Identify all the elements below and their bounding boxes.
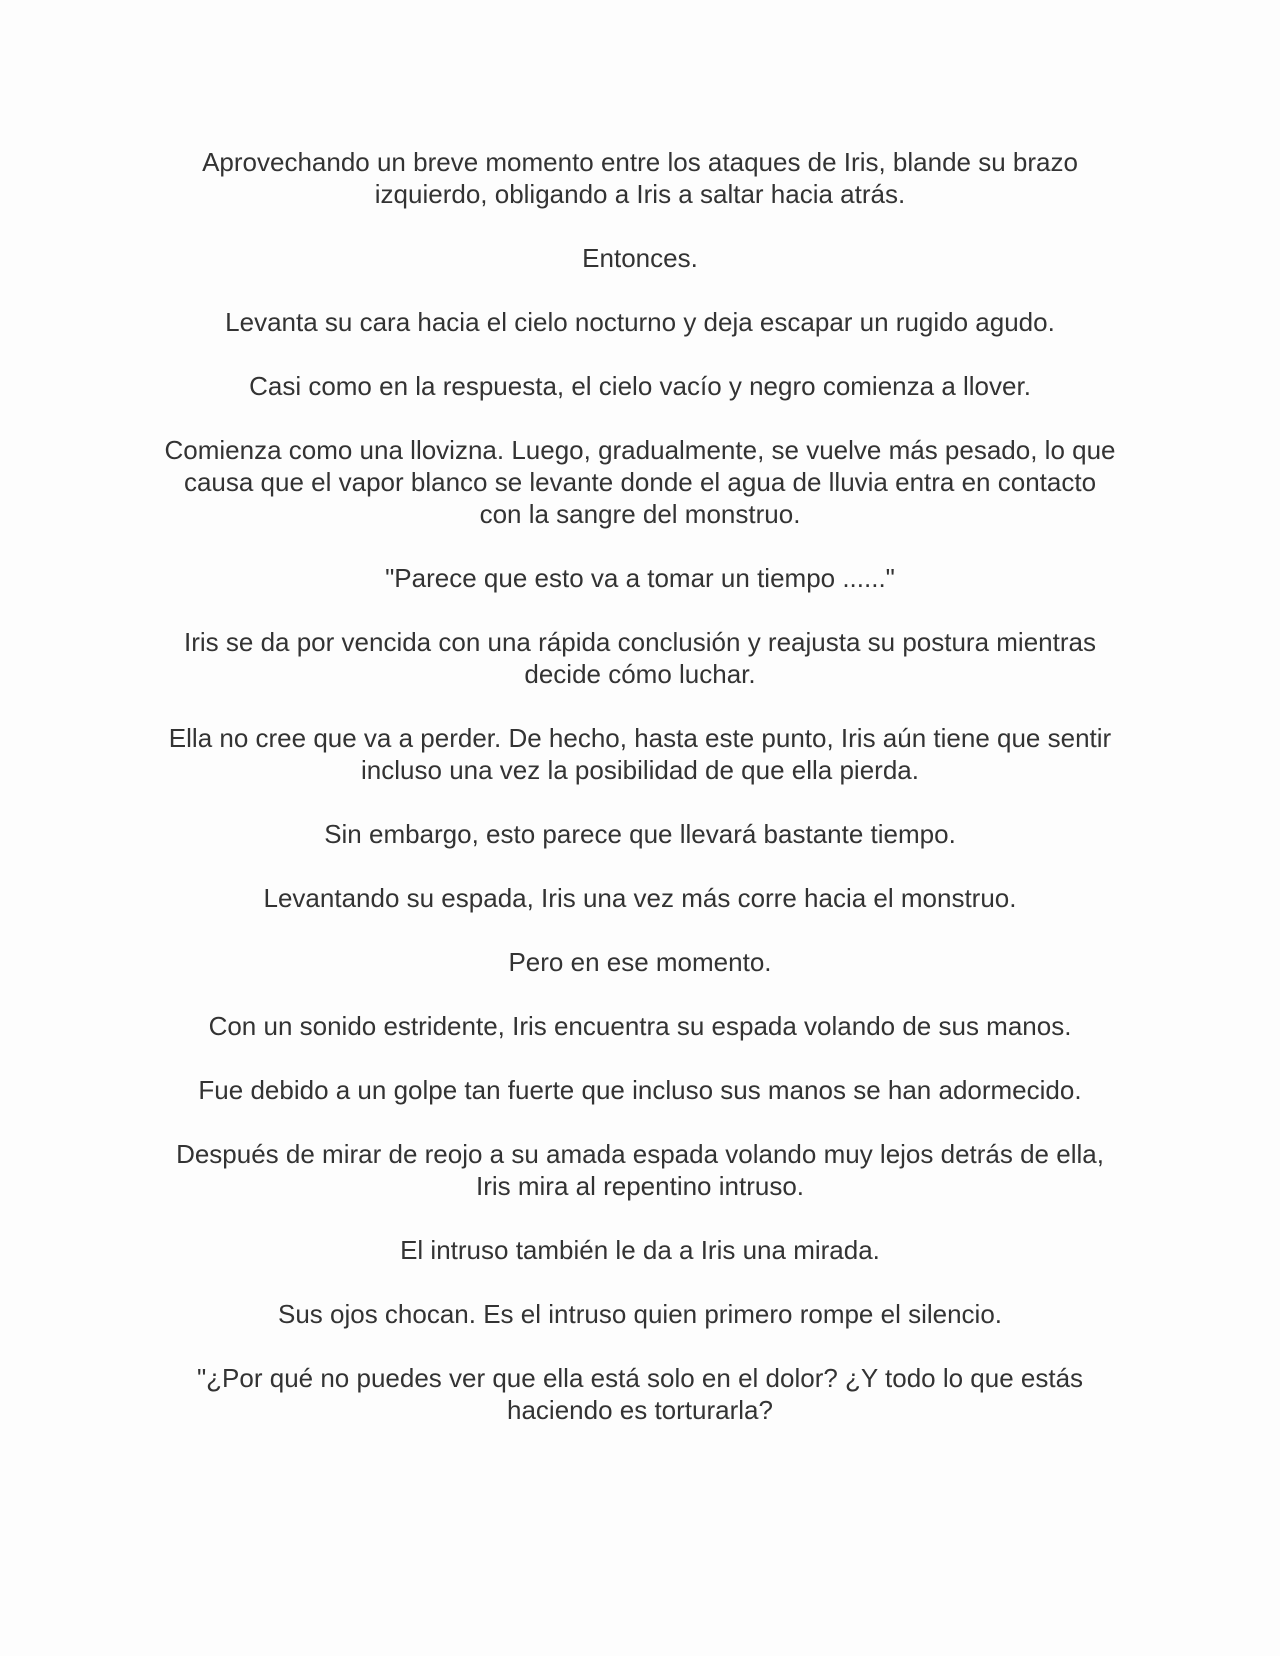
paragraph: Casi como en la respuesta, el cielo vacío y negro comienza a llover. [249, 371, 1031, 401]
paragraph: Aprovechando un breve momento entre los ataques de Iris, blande su brazo izquierdo, obligando a Iris a saltar hacia atrás. [202, 147, 1078, 209]
paragraph: El intruso también le da a Iris una mirada. [400, 1235, 880, 1265]
paragraph: "¿Por qué no puedes ver que ella está solo en el dolor? ¿Y todo lo que estás haciendo es torturarla? [196, 1363, 1084, 1425]
paragraph: "Parece que esto va a tomar un tiempo ......" [385, 563, 895, 593]
paragraph: Sin embargo, esto parece que llevará bastante tiempo. [324, 819, 956, 849]
paragraph: Pero en ese momento. [508, 947, 772, 977]
paragraph: Sus ojos chocan. Es el intruso quien primero rompe el silencio. [277, 1299, 1003, 1329]
paragraph: Con un sonido estridente, Iris encuentra su espada volando de sus manos. [208, 1011, 1072, 1041]
paragraph: Iris se da por vencida con una rápida conclusión y reajusta su postura mientras decide cómo luchar. [184, 627, 1096, 689]
paragraph: Fue debido a un golpe tan fuerte que incluso sus manos se han adormecido. [198, 1075, 1082, 1105]
paragraph: Después de mirar de reojo a su amada espada volando muy lejos detrás de ella, Iris mira al repentino intruso. [176, 1139, 1104, 1201]
paragraph: Levantando su espada, Iris una vez más corre hacia el monstruo. [263, 883, 1017, 913]
paragraph: Levanta su cara hacia el cielo nocturno y deja escapar un rugido agudo. [225, 307, 1055, 337]
paragraph: Comienza como una llovizna. Luego, gradualmente, se vuelve más pesado, lo que causa que el vapor blanco se levante donde el agua de lluvia entra en contacto con la sangre del monstruo. [164, 435, 1116, 529]
paragraph: Entonces. [582, 243, 698, 273]
paragraph: Ella no cree que va a perder. De hecho, hasta este punto, Iris aún tiene que sentir incluso una vez la posibilidad de que ella pierda. [168, 723, 1112, 785]
document-body [160, 146, 1120, 1458]
